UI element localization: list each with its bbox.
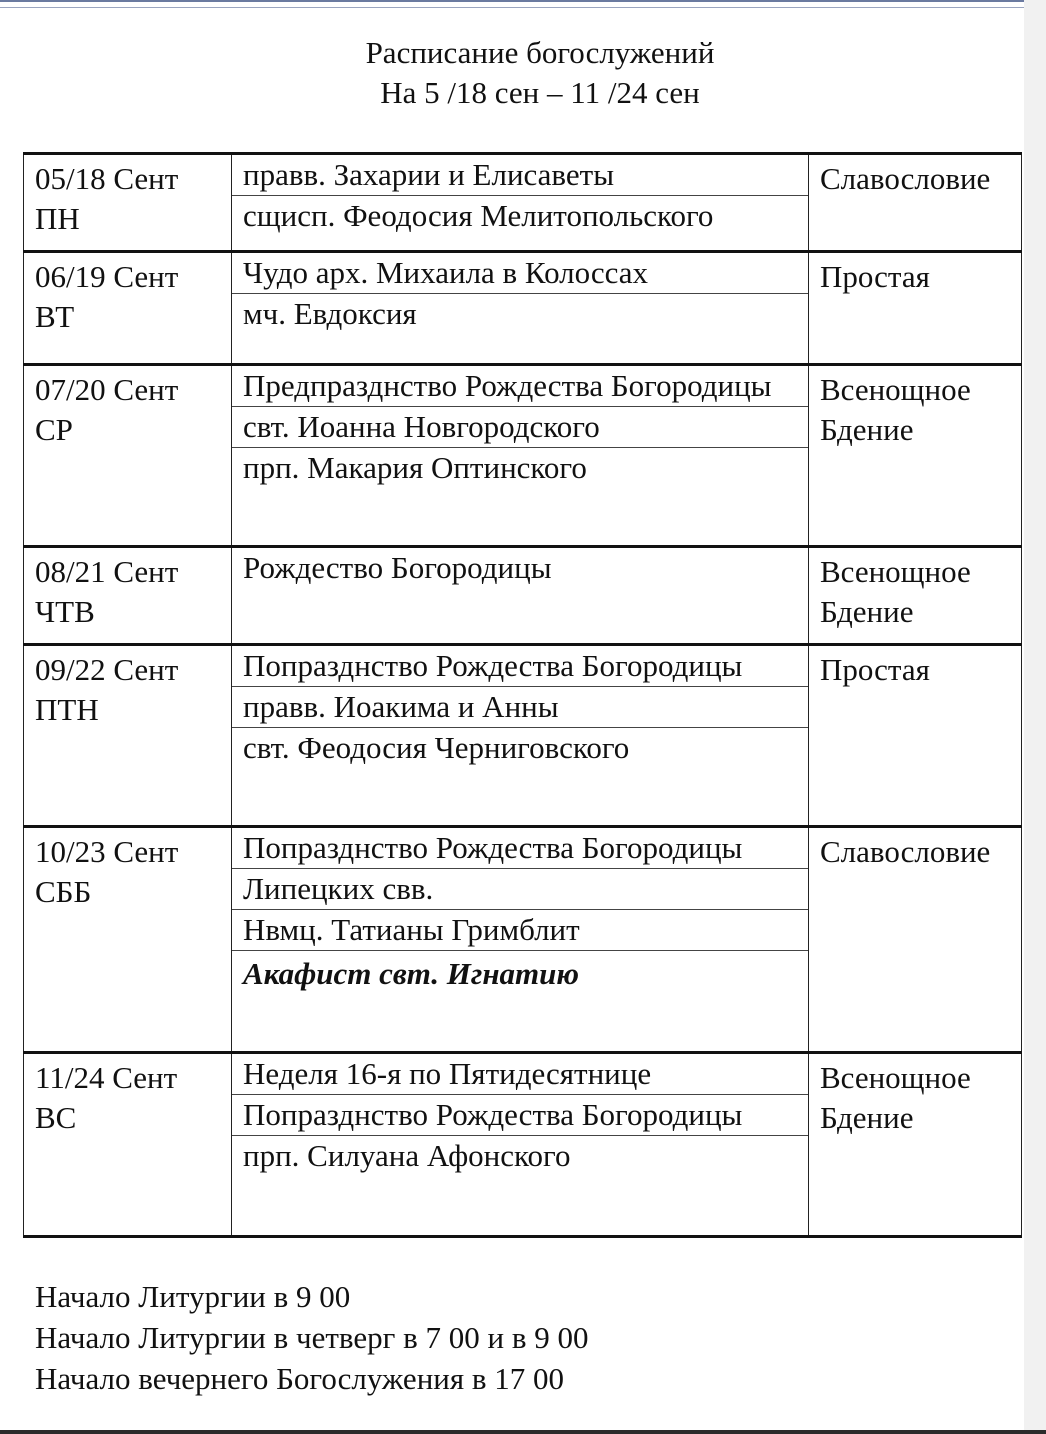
weekday-text: ВТ — [35, 299, 75, 334]
date-cell — [24, 827, 232, 1053]
page-subtitle: На 5 /18 сен – 11 /24 сен — [380, 75, 700, 110]
service-cell — [809, 827, 1022, 1053]
saints-cell — [232, 645, 809, 827]
saint-entry: Рождество Богородицы — [243, 550, 552, 585]
saint-entry: правв. Иоакима и Анны — [232, 687, 808, 728]
table-row — [24, 252, 1022, 365]
table-row — [24, 645, 1022, 827]
date-cell — [24, 645, 232, 827]
saints-cell — [232, 827, 809, 1053]
service-type-text: Всенощное — [820, 554, 971, 589]
date-text: 07/20 Сент — [35, 372, 179, 407]
date-cell — [24, 365, 232, 547]
weekday-text: СР — [35, 412, 73, 447]
saint-entry: Неделя 16-я по Пятидесятнице — [232, 1054, 808, 1095]
weekday-text: СББ — [35, 874, 92, 909]
date-text: 06/19 Сент — [35, 259, 179, 294]
saint-entry: прп. Макария Оптинского — [243, 450, 587, 485]
service-type-text: Всенощное — [820, 372, 971, 407]
saints-cell — [232, 365, 809, 547]
service-type-text: Бдение — [820, 1100, 914, 1135]
service-type-text: Простая — [820, 652, 930, 687]
note-line: Начало Литургии в четверг в 7 00 и в 9 00 — [35, 1320, 589, 1355]
saint-entry: прп. Силуана Афонского — [243, 1138, 571, 1173]
weekday-text: ПН — [35, 201, 80, 236]
saints-cell — [232, 252, 809, 365]
service-type-text: Славословие — [820, 161, 991, 196]
saints-cell — [232, 154, 809, 252]
table-row — [24, 154, 1022, 252]
right-page-margin — [1024, 0, 1046, 1434]
saint-entry: Попразднство Рождества Богородицы — [232, 828, 808, 869]
service-type-text: Всенощное — [820, 1060, 971, 1095]
note-line: Начало Литургии в 9 00 — [35, 1279, 351, 1314]
saints-cell — [232, 1053, 809, 1237]
date-text: 08/21 Сент — [35, 554, 179, 589]
schedule-table — [23, 152, 1022, 1238]
saint-entry: сщисп. Феодосия Мелитопольского — [243, 198, 714, 233]
table-row — [24, 1053, 1022, 1237]
akathist-entry: Акафист свт. Игнатию — [243, 956, 580, 991]
date-text: 10/23 Сент — [35, 834, 179, 869]
saint-entry: Предпразднство Рождества Богородицы — [232, 366, 808, 407]
weekday-text: ЧТВ — [35, 594, 95, 629]
saint-entry: Попразднство Рождества Богородицы — [232, 646, 808, 687]
note-line: Начало вечернего Богослужения в 17 00 — [35, 1361, 565, 1396]
table-row — [24, 547, 1022, 645]
date-cell — [24, 1053, 232, 1237]
saint-entry: правв. Захарии и Елисаветы — [232, 155, 808, 196]
service-cell — [809, 252, 1022, 365]
date-cell — [24, 252, 232, 365]
saint-entry: Попразднство Рождества Богородицы — [232, 1095, 808, 1136]
bottom-border-line — [0, 1430, 1046, 1434]
date-text: 05/18 Сент — [35, 161, 179, 196]
service-type-text: Славословие — [820, 834, 991, 869]
saint-entry: Нвмц. Татианы Гримблит — [232, 910, 808, 951]
saint-entry: Липецких свв. — [232, 869, 808, 910]
table-row — [24, 827, 1022, 1053]
weekday-text: ПТН — [35, 692, 99, 727]
service-type-text: Бдение — [820, 412, 914, 447]
service-cell — [809, 645, 1022, 827]
service-times-notes — [35, 1276, 588, 1399]
service-type-text: Бдение — [820, 594, 914, 629]
date-cell — [24, 154, 232, 252]
date-cell — [24, 547, 232, 645]
service-cell — [809, 547, 1022, 645]
saint-entry: Чудо арх. Михаила в Колоссах — [232, 253, 808, 294]
saints-cell — [232, 547, 809, 645]
service-cell — [809, 154, 1022, 252]
saint-entry: свт. Иоанна Новгородского — [232, 407, 808, 448]
date-text: 09/22 Сент — [35, 652, 179, 687]
date-text: 11/24 Сент — [35, 1060, 178, 1095]
service-cell — [809, 1053, 1022, 1237]
service-cell — [809, 365, 1022, 547]
weekday-text: ВС — [35, 1100, 77, 1135]
page-title: Расписание богослужений — [365, 35, 715, 70]
saint-entry: свт. Феодосия Черниговского — [243, 730, 630, 765]
top-border-line — [0, 0, 1030, 8]
service-type-text: Простая — [820, 259, 930, 294]
table-row — [24, 365, 1022, 547]
saint-entry: мч. Евдоксия — [243, 296, 417, 331]
